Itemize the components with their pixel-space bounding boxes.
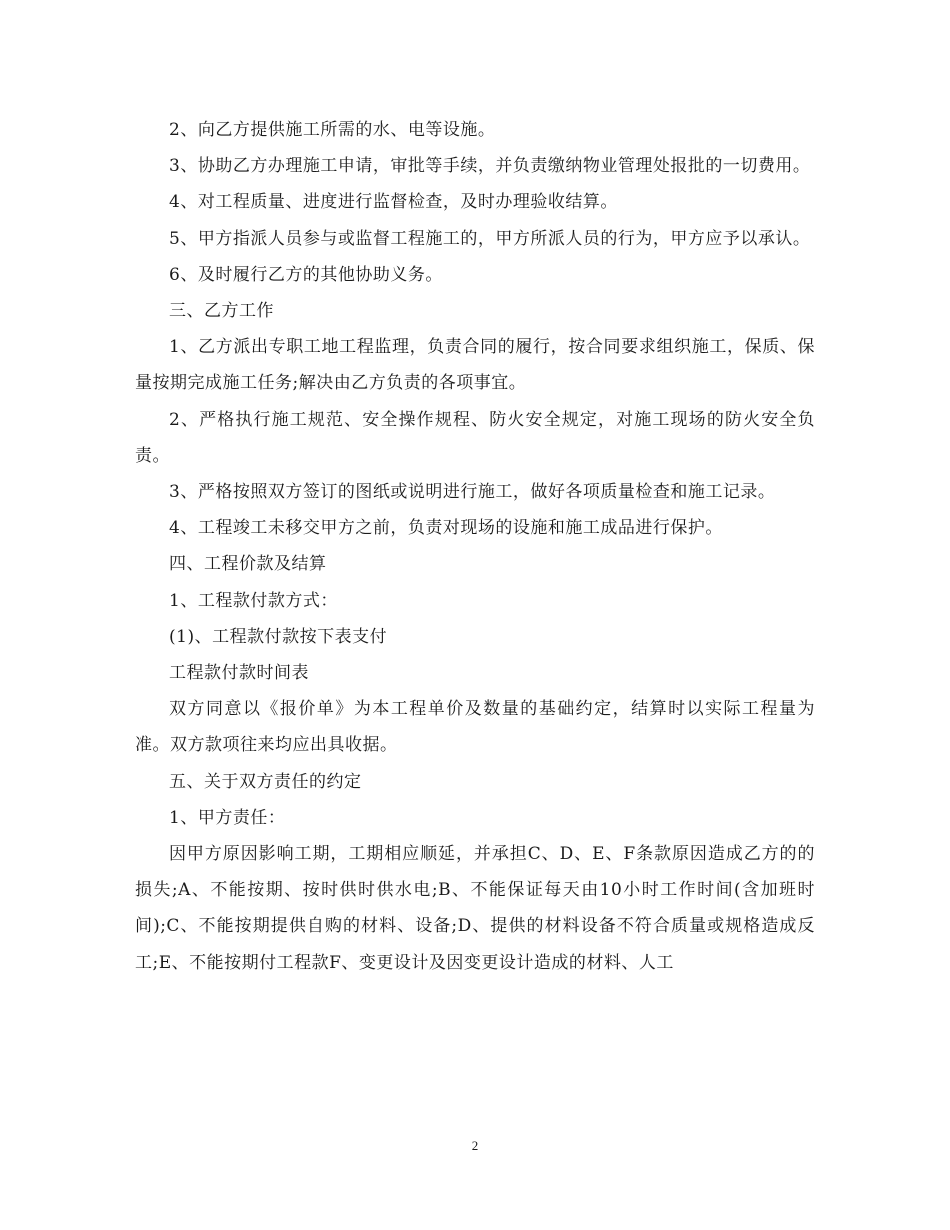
paragraph: 3、严格按照双方签订的图纸或说明进行施工，做好各项质量检查和施工记录。 <box>169 482 776 503</box>
paragraph: 6、及时履行乙方的其他协助义务。 <box>169 264 443 285</box>
paragraph: 4、对工程质量、进度进行监督检查，及时办理验收结算。 <box>169 192 618 213</box>
document-body <box>135 112 815 981</box>
table-caption: 工程款付款时间表 <box>169 663 309 684</box>
paragraph: 1、工程款付款方式： <box>169 590 338 611</box>
page-number: 2 <box>471 1138 479 1153</box>
paragraph: 1、乙方派出专职工地工程监理，负责合同的履行，按合同要求组织施工，保质、保量按期完成施工任务;解决由乙方负责的各项事宜。 <box>135 337 815 394</box>
paragraph: 因甲方原因影响工期，工期相应顺延，并承担C、D、E、F条款原因造成乙方的的损失;A、不能按期、按时供时供水电;B、不能保证每天由10小时工作时间(含加班时间);C、不能按期提供自购的材料、设备;D、提供的材料设备不符合质量或规格造成反工;E、不能按期付工程款F、变更设计及因变更设计造成的材料、人工 <box>135 844 815 973</box>
section-heading: 四、工程价款及结算 <box>169 554 327 575</box>
paragraph: 5、甲方指派人员参与或监督工程施工的，甲方所派人员的行为，甲方应予以承认。 <box>169 228 811 249</box>
paragraph: (1)、工程款付款按下表支付 <box>169 626 388 647</box>
paragraph: 双方同意以《报价单》为本工程单价及数量的基础约定，结算时以实际工程量为准。双方款项往来均应出具收据。 <box>135 699 815 756</box>
section-heading: 五、关于双方责任的约定 <box>169 771 362 792</box>
paragraph: 1、甲方责任： <box>169 807 286 828</box>
paragraph: 4、工程竣工未移交甲方之前，负责对现场的设施和施工成品进行保护。 <box>169 518 723 539</box>
paragraph: 3、协助乙方办理施工申请，审批等手续，并负责缴纳物业管理处报批的一切费用。 <box>169 156 811 177</box>
paragraph: 2、向乙方提供施工所需的水、电等设施。 <box>169 120 496 140</box>
section-heading: 三、乙方工作 <box>169 301 274 322</box>
paragraph: 2、严格执行施工规范、安全操作规程、防火安全规定，对施工现场的防火安全负责。 <box>135 409 815 466</box>
